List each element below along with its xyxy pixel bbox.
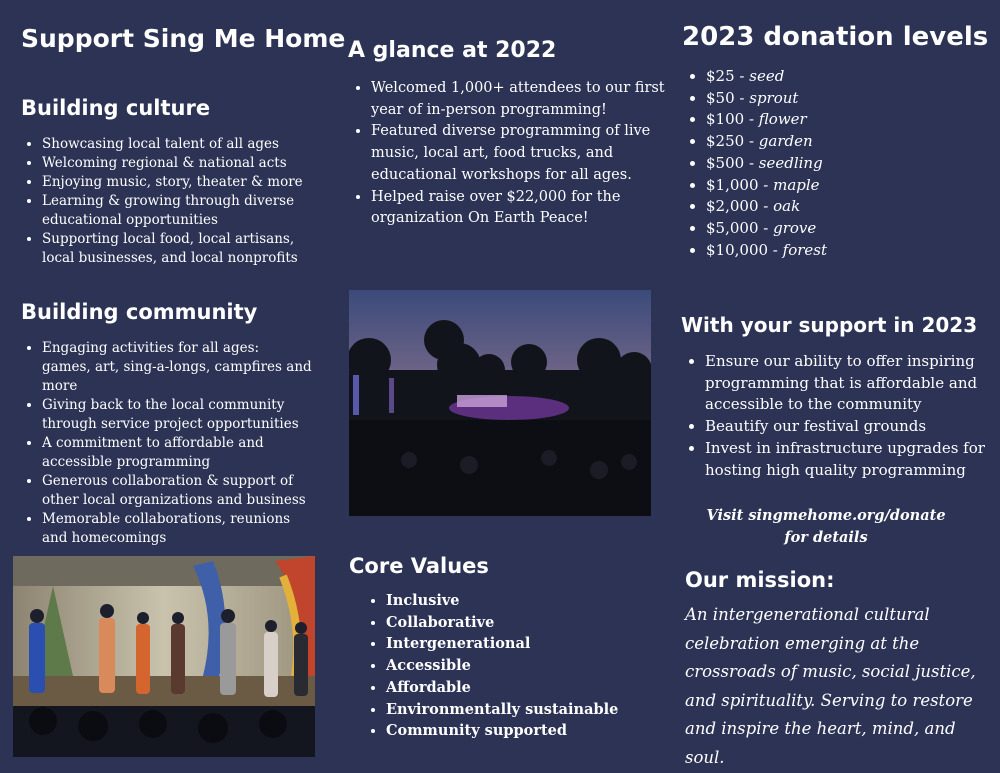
page-title: Support Sing Me Home bbox=[21, 24, 346, 53]
donation-level-item bbox=[706, 131, 996, 153]
glance-2022-heading: A glance at 2022 bbox=[348, 38, 557, 63]
list-item: • Welcomed 1,000+ attendees to our first year of in-person programming! bbox=[371, 78, 671, 121]
donation-level-item bbox=[706, 218, 996, 240]
building-community-list bbox=[22, 339, 312, 548]
building-culture-list bbox=[22, 135, 312, 268]
visit-donate-line: Visit singmehome.org/donate bbox=[706, 507, 946, 524]
donation-level-name: forest bbox=[782, 240, 827, 259]
list-item: • Affordable bbox=[386, 677, 676, 699]
donation-amount: $250 - bbox=[706, 132, 759, 151]
list-item: • Collaborative bbox=[386, 612, 676, 634]
building-community-heading: Building community bbox=[21, 300, 258, 324]
donation-level-item bbox=[706, 175, 996, 197]
glance-2022-list bbox=[351, 78, 671, 230]
donation-amount: $100 - bbox=[706, 110, 759, 129]
donation-level-item bbox=[706, 88, 996, 110]
list-item: • Community supported bbox=[386, 720, 676, 742]
support-2023-list bbox=[685, 351, 995, 481]
mission-heading: Our mission: bbox=[685, 568, 835, 592]
donation-level-item bbox=[706, 109, 996, 131]
list-item: • Memorable collaborations, reunions and homecomings bbox=[42, 510, 312, 548]
donation-level-item bbox=[706, 153, 996, 175]
donation-level-item bbox=[706, 66, 996, 88]
donation-amount: $10,000 - bbox=[706, 240, 783, 259]
list-item: • Beautify our festival grounds bbox=[705, 416, 995, 438]
donation-level-name: garden bbox=[758, 132, 813, 151]
list-item: • Inclusive bbox=[386, 590, 676, 612]
donation-level-name: seedling bbox=[758, 153, 823, 172]
list-item: • Environmentally sustainable bbox=[386, 699, 676, 721]
building-culture-heading: Building culture bbox=[21, 96, 211, 120]
donation-level-name: grove bbox=[773, 218, 817, 237]
donation-amount: $2,000 - bbox=[706, 197, 774, 216]
list-item: • Enjoying music, story, theater & more bbox=[42, 173, 312, 192]
donation-level-name: maple bbox=[773, 175, 820, 194]
core-values-heading: Core Values bbox=[349, 554, 489, 578]
donation-levels-list bbox=[686, 66, 996, 261]
list-item: • A commitment to affordable and accessible programming bbox=[42, 434, 312, 472]
visit-donate-text bbox=[676, 505, 976, 549]
donation-amount: $500 - bbox=[706, 153, 759, 172]
donation-level-name: oak bbox=[773, 197, 801, 216]
donation-amount: $25 - bbox=[706, 67, 750, 85]
list-item: • Giving back to the local community through service project opportunities bbox=[42, 396, 312, 434]
support-2023-heading: With your support in 2023 bbox=[681, 313, 978, 337]
list-item: • Welcoming regional & national acts bbox=[42, 154, 312, 173]
donation-level-name: seed bbox=[749, 67, 785, 85]
list-item: • Featured diverse programming of live music, local art, food trucks, and educational workshops for all ages. bbox=[371, 121, 671, 186]
list-item: • Intergenerational bbox=[386, 633, 676, 655]
stage-performers-photo bbox=[13, 556, 315, 757]
donation-amount: $50 - bbox=[706, 88, 750, 107]
mission-statement: An intergenerational cultural celebration emerging at the crossroads of music, social justice, and spirituality. Serving to restore and inspire the heart, mind, and soul. bbox=[685, 605, 976, 767]
list-item: • Supporting local food, local artisans, local businesses, and local nonprofits bbox=[42, 230, 312, 268]
list-item: • Learning & growing through diverse educational opportunities bbox=[42, 192, 312, 230]
visit-details-line: for details bbox=[784, 529, 868, 546]
list-item: • Generous collaboration & support of other local organizations and business bbox=[42, 472, 312, 510]
donation-amount: $5,000 - bbox=[706, 218, 774, 237]
list-item: • Engaging activities for all ages: games, art, sing-a-longs, campfires and more bbox=[42, 339, 312, 396]
list-item: • Ensure our ability to offer inspiring programming that is affordable and accessible to the community bbox=[705, 351, 995, 416]
donation-level-name: flower bbox=[758, 110, 807, 129]
donation-amount: $1,000 - bbox=[706, 175, 774, 194]
list-item: • Helped raise over $22,000 for the organization On Earth Peace! bbox=[371, 187, 671, 230]
list-item: • Showcasing local talent of all ages bbox=[42, 135, 312, 154]
donation-levels-heading: 2023 donation levels bbox=[682, 22, 989, 52]
donation-level-item bbox=[706, 240, 996, 262]
donation-level-name: sprout bbox=[749, 88, 799, 107]
night-concert-photo bbox=[349, 290, 651, 516]
core-values-list bbox=[365, 590, 676, 742]
list-item: • Accessible bbox=[386, 655, 676, 677]
donation-level-item bbox=[706, 196, 996, 218]
list-item: • Invest in infrastructure upgrades for hosting high quality programming bbox=[705, 438, 995, 481]
